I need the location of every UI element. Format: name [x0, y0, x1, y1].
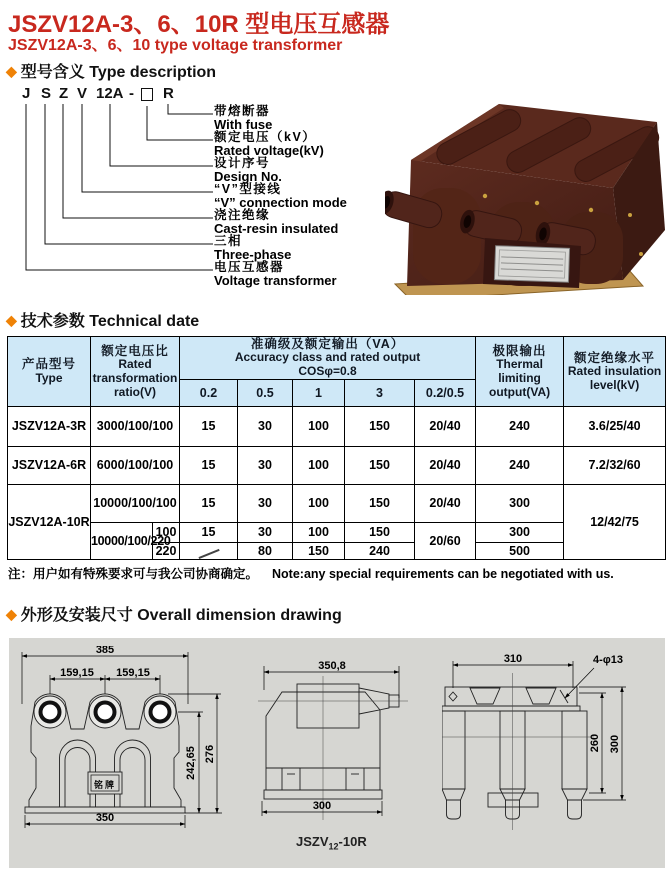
side-view-centerlines — [258, 676, 408, 820]
page-subtitle: JSZV12A-3、6、10 type voltage transformer — [8, 37, 343, 54]
drawing-caption: $JSZV_{12}-10R$ — [296, 834, 367, 852]
type-desc-item-castresin: 浇注绝缘 Cast-resin insulated — [214, 208, 339, 236]
svg-text:310: 310 — [503, 653, 523, 665]
side-view-dims — [262, 666, 399, 816]
front-view-nameplate — [88, 772, 122, 794]
section-diamond-icon: ◆ — [6, 312, 17, 328]
front-view-bushings — [34, 696, 176, 728]
col-header-accuracy: 准确级及额定输出（VA） Accuracy class and rated output COSφ=0.8 — [180, 337, 476, 380]
cell-ratio: 10000/100/220 — [91, 523, 153, 560]
type-letter-v: V — [77, 85, 88, 102]
table-row-10r-b: 10000/100/220 100 15 30 100 150 20/60 300 — [8, 523, 666, 543]
cell-type: JSZV12A-6R — [8, 447, 91, 485]
drawing-side-view — [256, 650, 451, 835]
note-en: Note:any special requirements can be negotiated with us. — [272, 567, 614, 581]
col-header-class-3: 3 — [345, 380, 415, 407]
cell-type: JSZV12A-10R — [8, 485, 91, 560]
top-view-outline — [442, 687, 587, 819]
col-header-class-05: 0.5 — [238, 380, 293, 407]
type-desc-item-voltage: 额定电压（kV） Rated voltage(kV) — [214, 130, 324, 158]
svg-text:385: 385 — [95, 646, 115, 656]
svg-text:350,8: 350,8 — [318, 660, 346, 672]
type-desc-item-fuse: 带熔断器 With fuse — [214, 104, 273, 132]
type-desc-item-design: 设计序号 Design No. — [214, 156, 282, 184]
section-diamond-icon: ◆ — [6, 606, 17, 622]
col-header-thermal: 极限输出 Thermal limiting output(VA) — [476, 337, 564, 407]
col-header-class-0205: 0.2/0.5 — [415, 380, 476, 407]
col-header-class-1: 1 — [293, 380, 345, 407]
cell-ratio: 3000/100/100 — [91, 407, 180, 447]
front-view-dim-labels — [60, 646, 216, 824]
section-diamond-icon: ◆ — [6, 63, 17, 79]
type-desc-item-threephase: 三相 Three-phase — [214, 234, 292, 262]
svg-text:159,15: 159,15 — [116, 667, 150, 679]
col-header-ratio: 额定电压比 Rated transformation ratio(V) — [91, 337, 180, 407]
type-letter-s: S — [41, 85, 52, 102]
table-row-6r: JSZV12A-6R 6000/100/100 15 30 100 150 20/40 240 7.2/32/60 — [8, 447, 666, 485]
note-cn: 注：用户如有特殊要求可与我公司协商确定。 — [8, 567, 259, 581]
col-header-type: 产品型号 Type — [8, 337, 91, 407]
section-heading-text: 外形及安装尺寸 Overall dimension drawing — [20, 607, 342, 624]
spec-table — [7, 336, 666, 560]
col-header-insulation: 额定绝缘水平 Rated insulation level(kV) — [564, 337, 666, 407]
cell-ratio: 6000/100/100 — [91, 447, 180, 485]
table-row-10r-a: JSZV12A-10R 10000/100/100 15 30 100 150 20/40 300 12/42/75 — [8, 485, 666, 523]
type-desc-item-vt: 电压互感器 Voltage transformer — [214, 260, 337, 288]
section-heading-technical — [6, 308, 199, 331]
top-view-dim-labels — [504, 653, 623, 753]
section-heading-type-description — [6, 59, 216, 82]
drawing-front-view — [16, 646, 248, 834]
cell-type: JSZV12A-3R — [8, 407, 91, 447]
cell-ratio: 10000/100/100 — [91, 485, 180, 523]
col-header-class-02: 0.2 — [180, 380, 238, 407]
section-heading-text: 技术参数 Technical date — [20, 313, 200, 330]
side-view-dim-labels — [313, 660, 346, 812]
product-photo — [385, 88, 672, 295]
type-letter-dash: - — [129, 85, 134, 102]
type-letter-design: 12A — [96, 85, 124, 102]
table-row-3r: JSZV12A-3R 3000/100/100 15 30 100 150 20/40 240 3.6/25/40 — [8, 407, 666, 447]
type-code-descriptions — [214, 105, 404, 287]
drawing-top-view — [442, 648, 664, 843]
cell-tap: 100 — [153, 523, 180, 543]
table-note — [8, 564, 614, 582]
section-heading-text: 型号含义 Type description — [20, 64, 217, 81]
table-row-10r-c: 220 80 150 240 500 — [8, 543, 666, 560]
section-heading-dimension — [6, 602, 342, 625]
page-title: JSZV12A-3、6、10R 型电压互感器 — [8, 11, 390, 38]
svg-text:260: 260 — [589, 733, 601, 753]
type-letter-j: J — [22, 85, 31, 102]
cell-insulation: 12/42/75 — [564, 485, 666, 560]
svg-text:242,65: 242,65 — [185, 746, 197, 780]
type-letter-z: Z — [59, 85, 69, 102]
svg-text:276: 276 — [204, 744, 216, 764]
slash-icon — [198, 549, 219, 559]
cell-empty-slash — [180, 543, 238, 560]
svg-text:4-φ13: 4-φ13 — [593, 654, 623, 666]
cell-0205: 20/60 — [415, 523, 476, 560]
svg-text:300: 300 — [609, 734, 621, 754]
svg-text:铭牌: 铭牌 — [93, 780, 117, 790]
cell-tap: 220 — [153, 543, 180, 560]
svg-text:300: 300 — [312, 800, 332, 812]
top-view-dims — [453, 661, 626, 800]
svg-text:159,15: 159,15 — [60, 667, 94, 679]
svg-text:350: 350 — [95, 812, 115, 824]
type-letter-r: R — [163, 85, 174, 102]
photo-nameplate — [494, 246, 569, 283]
type-desc-item-connection: “V”型接线 “V” connection mode — [214, 182, 347, 210]
